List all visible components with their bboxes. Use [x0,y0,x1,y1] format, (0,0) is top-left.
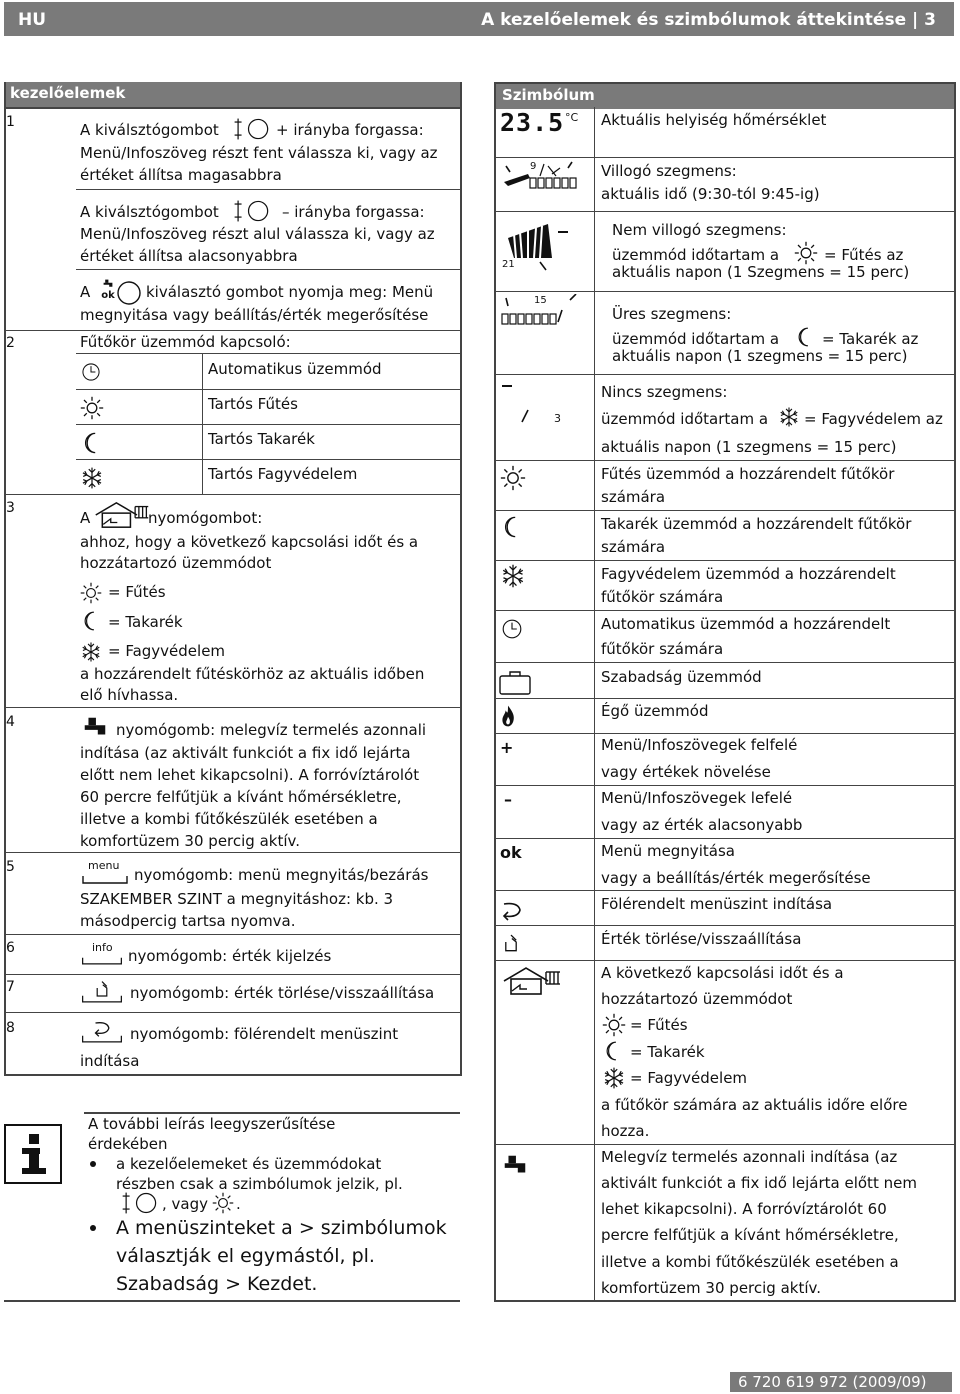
selector-knob-icon [232,197,272,225]
sym-desc-advance-a: A következő kapcsolási időt és a [601,964,844,982]
row5-text-l1: nyomógomb: menü megnyitás/bezárás [134,866,429,884]
sym-desc-advance-f: a fűtőkör számára az aktuális időre előre [601,1096,908,1114]
temperature-display: 23.5 [500,108,565,137]
snowflake-icon [80,641,102,663]
row1-text-a2: + irányba forgassa: [276,121,424,139]
row-number: 1 [6,114,15,130]
row1-text-c3: megnyitása vagy beállítás/érték megerősítése [80,306,429,324]
sun-icon [602,1013,626,1037]
info-text-l1: A további leírás leegyszerűsítése [88,1115,336,1133]
row1-text-b4: értéket állítsa alacsonyabbra [80,247,298,265]
row4-text-l1: nyomógomb: melegvíz termelés azonnali [116,721,427,739]
sym-desc-none-b2: = Fagyvédelem az [804,410,943,428]
moon-icon [80,431,104,455]
selector-knob-icon [232,115,272,143]
sym-desc-none-b1: üzemmód időtartam a [601,410,769,428]
sym-desc-minus-b: vagy az érték alacsonyabb [601,816,803,834]
sym-desc-dhw-d: percre felfűtjük a kívánt hőmérsékletre, [601,1226,899,1244]
row1-text-a1: A kiválsztógombot [80,121,219,139]
row3-text-l3: hozzátartozó üzemmódot [80,554,272,572]
reset-key-icon [80,978,124,1006]
row-number: 3 [6,500,15,516]
sym-desc-advance-g: hozza. [601,1122,650,1140]
row-number: 8 [6,1020,15,1036]
sym-desc-dhw-a: Melegvíz termelés azonnali indítása (az [601,1148,898,1166]
hot-water-tap-icon [500,1152,530,1180]
sym-desc-blinking-a: Villogó szegmens: [601,162,737,180]
row3-text-a: A [80,509,91,527]
sym-desc-heating-b: számára [601,488,666,506]
sym-desc-empty-a: Üres szegmens: [612,305,732,323]
house-advance-icon [500,966,564,996]
sym-desc-empty-c: aktuális napon (1 szegmens = 15 perc) [612,347,908,365]
snowflake-icon [778,406,800,428]
row4-text-l6: komfortüzem 30 percig aktív. [80,832,300,850]
info-bullet1-end: . [236,1195,241,1213]
back-arrow-icon [498,898,528,922]
sym-desc-eco-a: Takarék üzemmód a hozzárendelt fűtőkör [601,515,912,533]
row6-text: nyomógomb: érték kijelzés [128,947,332,965]
no-segment-icon [500,378,580,428]
row3-frost: = Fagyvédelem [108,642,226,660]
sym-desc-dhw-b: aktivált funkciót a fix idő lejárta előtt nem [601,1174,917,1192]
blinking-segment-icon [500,160,584,208]
minus-symbol: – [504,790,512,809]
moon-icon [500,515,524,539]
row3-eco: = Takarék [108,613,183,631]
controls-panel-title: kezelőelemek [4,82,460,107]
sym-desc-solid-c: aktuális napon (1 Szegmens = 15 perc) [612,263,910,281]
reset-icon [498,930,524,954]
info-bullet2-l2: választják el egymástól, pl. [116,1245,375,1267]
sym-desc-none-c: aktuális napon (1 szegmens = 15 perc) [601,438,897,456]
ok-press-icon: ok [98,278,118,306]
selector-knob-icon [116,280,142,306]
sym-desc-auto-b: fűtőkör számára [601,640,724,658]
row1-text-b1: A kiválsztógombot [80,203,219,221]
sym-desc-temperature: Aktuális helyiség hőmérséklet [601,111,827,129]
row3-text-l5: elő hívhassa. [80,686,179,704]
mode-switch-heading: Fűtőkör üzemmód kapcsoló: [80,333,291,351]
moon-icon [602,1040,624,1062]
snowflake-icon [80,466,104,490]
row1-text-b2: – irányba forgassa: [282,203,425,221]
sym-desc-frost-a: Fagyvédelem üzemmód a hozzárendelt [601,565,896,583]
row4-text-l5: illetve a kombi fűtőkészülék esetében a [80,810,378,828]
sym-desc-auto-a: Automatikus üzemmód a hozzárendelt [601,615,891,633]
menu-key-icon: menu [80,860,130,886]
sym-desc-solid-a: Nem villogó szegmens: [612,221,787,239]
info-text-l2: érdekében [88,1135,168,1153]
sym-desc-none-a: Nincs szegmens: [601,383,728,401]
info-bullet2-l1: A menüszinteket a > szimbólumok [116,1217,447,1239]
row8-text-l2: indítása [80,1052,140,1070]
info-bullet2-l3: Szabadság > Kezdet. [116,1273,318,1295]
segment-hour-21: 21 [502,259,515,270]
suitcase-icon [498,670,532,696]
segment-hour-15: 15 [534,295,547,306]
bullet [90,1225,96,1231]
sym-desc-reset: Érték törlése/visszaállítása [601,930,802,948]
language-code: HU [18,10,47,30]
snowflake-icon [500,563,526,589]
row1-text-a3: Menü/Infoszöveg részt fent válassza ki, vagy az [80,144,438,162]
sym-desc-ok-b: vagy a beállítás/érték megerősítése [601,869,871,887]
page-title: A kezelőelemek és szimbólumok áttekintése | 3 [481,10,936,30]
bullet [90,1161,96,1167]
info-icon [4,1124,62,1184]
sym-desc-plus-a: Menü/Infoszövegek felfelé [601,736,798,754]
sym-desc-blinking-b: aktuális idő (9:30-tól 9:45-ig) [601,185,820,203]
mode-auto: Automatikus üzemmód [208,360,382,378]
sun-icon [500,465,526,491]
sym-desc-back: Fölérendelt menüszint indítása [601,895,833,913]
row4-text-l4: 60 percre felfűtjük a kívánt hőmérsékletre, [80,788,402,806]
moon-icon [794,326,816,348]
info-bullet1-l2: részben csak a szimbólumok jelzik, pl. [116,1175,403,1193]
row1-text-c2: kiválasztó gombot nyomja meg: Menü [146,283,434,301]
row-number: 5 [6,859,15,875]
sym-desc-solid-b2: = Fűtés az [824,246,904,264]
segment-hour-3: 3 [554,412,561,425]
sym-desc-frost-b: fűtőkör számára [601,588,724,606]
sym-desc-ok-a: Menü megnyitása [601,842,735,860]
hot-water-tap-icon [80,714,110,742]
sym-desc-eco-b: számára [601,538,666,556]
moon-icon [80,610,102,632]
row-number: 4 [6,714,15,730]
row3-text-l4: a hozzárendelt fűtéskörhöz az aktuális időben [80,665,425,683]
ok-symbol: ok [500,843,522,862]
clock-icon [500,617,524,641]
sym-desc-solid-b1: üzemmód időtartam a [612,246,780,264]
row-number: 6 [6,940,15,956]
sym-desc-empty-b2: = Takarék az [822,330,919,348]
row1-text-a4: értéket állítsa magasabbra [80,166,282,184]
sym-desc-plus-b: vagy értékek növelése [601,763,771,781]
row7-text: nyomógomb: érték törlése/visszaállítása [130,984,435,1002]
info-bullet1-l1: a kezelőelemeket és üzemmódokat [116,1155,382,1173]
house-advance-icon [92,500,152,530]
sun-icon [80,396,104,420]
symbols-panel-title: Szimbólum [496,84,954,109]
selector-knob-icon [120,1190,160,1216]
row5-text-l2: SZAKEMBER SZINT a megnyitáshoz: kb. 3 [80,890,394,908]
sym-desc-advance-b: hozzátartozó üzemmódot [601,990,793,1008]
sym-desc-advance-eco: = Takarék [630,1043,705,1061]
mode-heating: Tartós Fűtés [208,395,298,413]
row3-text-l2: ahhoz, hogy a következő kapcsolási időt és a [80,533,419,551]
sun-icon [212,1192,234,1214]
temperature-unit: °C [565,111,579,124]
plus-symbol: + [500,738,514,757]
row8-text-l1: nyomógomb: fölérendelt menüszint [130,1025,399,1043]
info-bullet1-l3: , vagy [162,1195,209,1213]
row1-text-c1: A [80,283,91,301]
row4-text-l3: előtt nem lehet kikapcsolni). A forróvíztárolót [80,766,420,784]
flame-icon [500,703,516,729]
sym-desc-burner: Égő üzemmód [601,702,709,720]
sym-desc-minus-a: Menü/Infoszövegek lefelé [601,789,793,807]
segment-hour-9: 9 [530,161,537,172]
row3-heating: = Fűtés [108,583,166,601]
sun-icon [80,582,102,604]
row4-text-l2: indítása (az aktivált funkciót a fix idő lejárta [80,744,411,762]
sym-desc-dhw-f: komfortüzem 30 percig aktív. [601,1279,821,1297]
back-key-icon [80,1018,124,1046]
sym-desc-advance-heating: = Fűtés [630,1016,688,1034]
row5-text-l3: másodpercig tartsa nyomva. [80,912,296,930]
clock-icon [80,361,102,383]
sym-desc-advance-frost: = Fagyvédelem [630,1069,748,1087]
row-number: 7 [6,979,15,995]
document-number: 6 720 619 972 (2009/09) [730,1372,952,1392]
row-number: 2 [6,335,15,351]
info-key-icon: info [80,942,124,968]
mode-eco: Tartós Takarék [208,430,315,448]
sym-desc-empty-b1: üzemmód időtartam a [612,330,780,348]
page-header [4,2,954,36]
mode-frost: Tartós Fagyvédelem [208,465,358,483]
row3-text-b: nyomógombot: [148,509,263,527]
snowflake-icon [602,1066,626,1090]
row1-text-b3: Menü/Infoszöveg részt alul válassza ki, vagy az [80,225,435,243]
sym-desc-dhw-c: lehet kikapcsolni). A forróvíztárolót 60 [601,1200,887,1218]
sym-desc-heating-a: Fűtés üzemmód a hozzárendelt fűtőkör [601,465,895,483]
sym-desc-holiday: Szabadság üzemmód [601,668,762,686]
sym-desc-dhw-e: illetve a kombi fűtőkészülék esetében a [601,1253,899,1271]
